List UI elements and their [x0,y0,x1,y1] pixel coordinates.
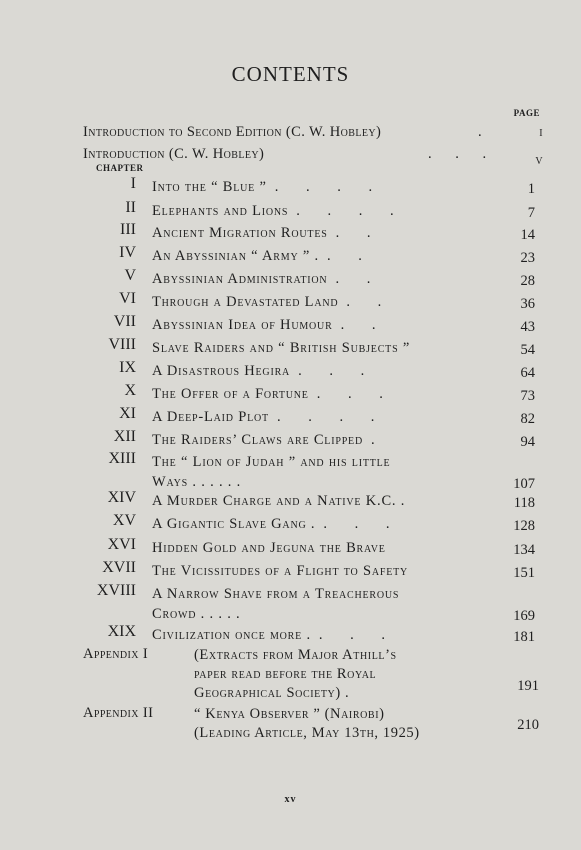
entry-page: 64 [520,365,535,381]
leader-dots: . . . . [274,179,385,195]
entry-page: 23 [520,250,535,266]
chapter-title-line: Abyssinian Idea of Humour . . [152,317,388,333]
entry-page: 14 [520,227,535,243]
chapter-title [152,561,497,581]
chapter-title [152,315,497,335]
chapter-title-line: The “ Lion of Judah ” and his little [152,454,391,470]
chapter-number: XV [112,512,136,529]
chapter-title [152,538,497,558]
entry-page: 94 [520,434,535,450]
appendix-label: Appendix II [83,705,154,721]
chapter-number: I [130,175,136,192]
leader-dots: . . . [428,146,497,162]
chapter-number: IX [119,359,136,376]
chapter-title-line: Into the “ Blue ” . . . . [152,179,385,195]
chapter-title [152,246,497,266]
entry-page: 28 [520,273,535,289]
entry-page: 107 [513,476,535,492]
chapter-number: III [120,221,136,238]
chapter-number: XVI [107,536,136,553]
chapter-title [152,430,497,450]
page-folio: xv [284,794,297,805]
chapter-title-line: Abyssinian Administration . . [152,271,383,287]
chapter-title-line: Through a Devastated Land . . [152,294,394,310]
chapter-title [152,292,497,312]
leader-dots: . . . . [276,409,387,425]
entry-page: 7 [527,205,535,221]
entry-page: 54 [520,342,535,358]
chapter-title [152,407,497,427]
appendix-title-line: (Extracts from Major Athill’s [194,647,397,663]
entry-title: Introduction to Second Edition (C. W. Hobley) [83,124,382,140]
appendix-title-line: paper read before the Royal [194,666,377,682]
chapter-title-line: Ways . . . . . . [152,474,242,490]
appendix-title [194,646,494,703]
chapter-title-line: The Vicissitudes of a Flight to Safety [152,563,409,579]
leader-dots: . . [346,294,394,310]
chapter-title [152,491,497,511]
chapter-title-line: A Deep-Laid Plot . . . . [152,409,387,425]
chapter-title-line: Ancient Migration Routes . . [152,225,383,241]
chapter-number: XVIII [96,582,136,599]
chapter-title [152,269,497,289]
entry-page: 118 [513,495,535,511]
entry-page: 134 [513,542,535,558]
chapter-number: IV [119,244,136,261]
chapter-title [152,625,497,645]
chapter-number: VI [119,290,136,307]
leader-dots: . . [340,317,388,333]
chapter-number: XIV [107,489,136,506]
leader-dots: . . . [323,516,402,532]
entry-page: 73 [520,388,535,404]
chapter-title-line: Hidden Gold and Jeguna the Brave [152,540,386,556]
entry-page: 36 [520,296,535,312]
chapter-number: VIII [108,336,136,353]
chapter-number: XIX [107,623,136,640]
chapter-title-line: The Raiders’ Claws are Clipped . [152,432,387,448]
chapter-title-line: A Gigantic Slave Gang . . . . [152,516,402,532]
chapter-title [152,452,497,492]
appendix-label: Appendix I [83,646,149,662]
entry-page: 210 [517,717,539,733]
chapter-number: XII [113,428,136,445]
leader-dots: . [371,432,387,448]
chapter-number: XI [119,405,136,422]
chapter-number: VII [113,313,136,330]
chapter-title [152,338,497,358]
chapter-title [152,177,497,197]
chapter-title-line: An Abyssinian “ Army ” . . . [152,248,374,264]
entry-page: 169 [513,608,535,624]
page-column-header: PAGE [513,108,540,118]
leader-dots: . . . [318,627,398,643]
chapter-title [152,584,497,624]
entry-page: 128 [513,518,535,534]
chapter-number: II [125,199,136,216]
chapter-title-line: Crowd . . . . . [152,606,241,622]
leader-dots: . . . [316,386,395,402]
chapter-title [152,384,497,404]
chapter-title-line: Civilization once more . . . . [152,627,398,643]
chapter-title-line: A Murder Charge and a Native K.C. . [152,493,406,509]
chapter-number: XVII [102,559,136,576]
entry-page: i [539,124,543,140]
chapter-number: XIII [108,450,136,467]
chapter-title-line: Elephants and Lions . . . . [152,203,406,219]
chapter-column-header: CHAPTER [96,163,144,173]
chapter-number: V [124,267,136,284]
chapter-title-line: A Disastrous Hegira . . . [152,363,377,379]
entry-page: 181 [513,629,535,645]
entry-page: 191 [517,678,539,694]
leader-dots: . . [335,271,383,287]
chapter-title [152,514,497,534]
entry-page: 82 [520,411,535,427]
chapter-title [152,361,497,381]
page-title: CONTENTS [231,62,350,86]
entry-page: 43 [520,319,535,335]
chapter-title-line: Slave Raiders and “ British Subjects ” [152,340,411,356]
chapter-title [152,201,497,221]
appendix-title-line: “ Kenya Observer ” (Nairobi) [194,706,385,722]
entry-page: v [535,152,543,168]
leader-dots: . . . [298,363,377,379]
appendix-title-line: (Leading Article, May 13th, 1925) [194,725,420,741]
appendix-title [194,705,494,743]
leader-dots: . . [335,225,383,241]
leader-dots: . . . . [296,203,406,219]
entry-page: 151 [513,565,535,581]
leader-dots: . . [326,248,374,264]
chapter-number: X [124,382,136,399]
leader-dots: . [478,124,492,140]
appendix-title-line: Geographical Society) . [194,685,350,701]
entry-title: Introduction (C. W. Hobley) [83,146,265,162]
chapter-title-line: The Offer of a Fortune . . . [152,386,395,402]
chapter-title-line: A Narrow Shave from a Treacherous [152,586,400,602]
entry-page: 1 [527,181,535,197]
chapter-title [152,223,497,243]
